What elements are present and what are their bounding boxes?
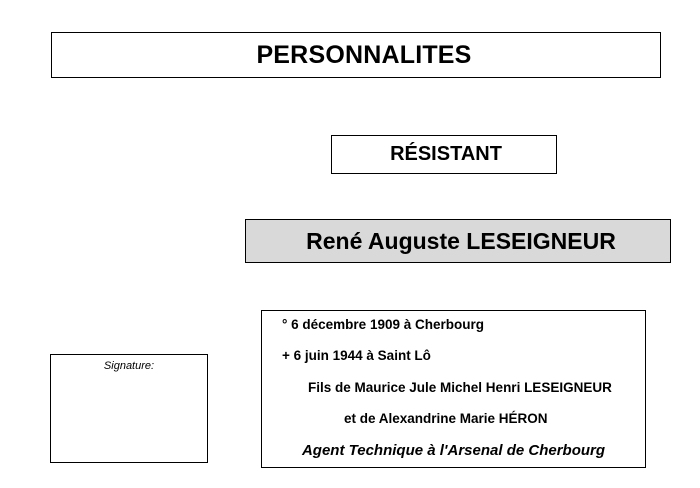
category-box <box>331 135 557 174</box>
person-name-box <box>245 219 671 263</box>
father-line: Fils de Maurice Jule Michel Henri LESEIGNEUR <box>308 380 612 395</box>
death-line: + 6 juin 1944 à Saint Lô <box>282 348 431 363</box>
birth-line: ° 6 décembre 1909 à Cherbourg <box>282 317 484 332</box>
person-name: René Auguste LESEIGNEUR <box>306 227 616 254</box>
page-title: PERSONNALITES <box>256 40 472 69</box>
header-box <box>51 32 661 78</box>
signature-label: Signature: <box>103 360 155 372</box>
signature-box <box>50 354 208 463</box>
details-box <box>261 310 646 468</box>
category-label: RÉSISTANT <box>390 143 502 165</box>
profession-line: Agent Technique à l'Arsenal de Cherbourg <box>301 442 606 459</box>
mother-line: et de Alexandrine Marie HÉRON <box>344 411 548 426</box>
